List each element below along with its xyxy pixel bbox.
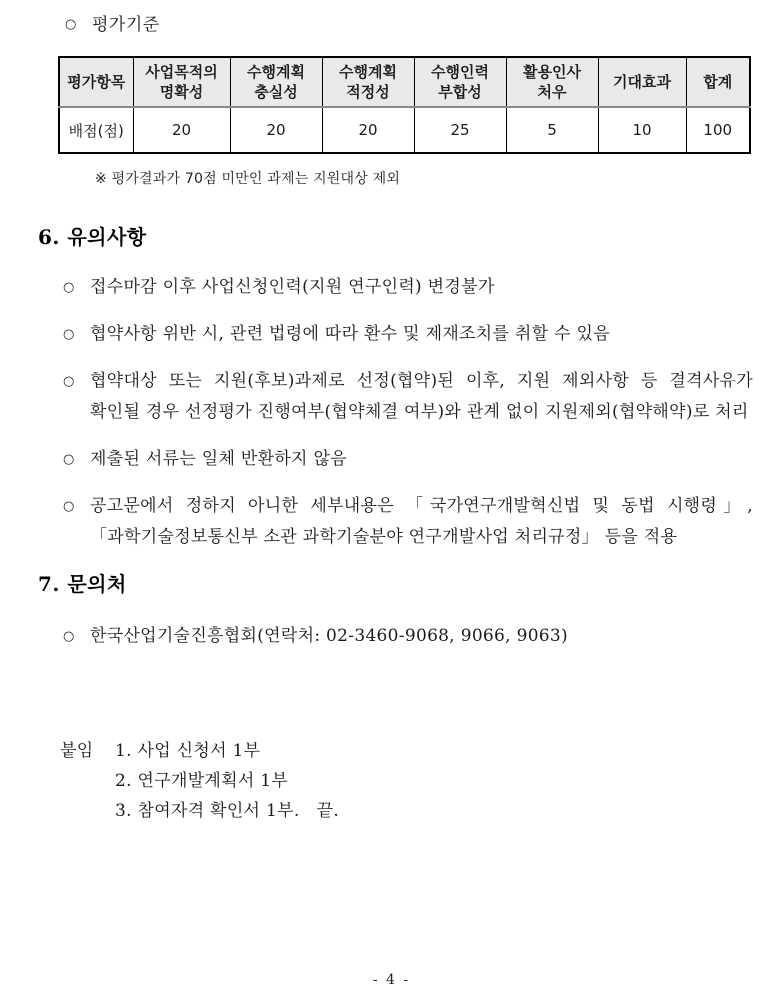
- score-value: 10: [598, 107, 686, 153]
- section-6-heading: 6. 유의사항: [38, 225, 147, 249]
- table-note: ※ 평가결과가 70점 미만인 과제는 지원대상 제외: [95, 171, 401, 187]
- header-cell-total: 합계: [686, 57, 750, 107]
- attachments-items: [115, 736, 753, 826]
- table-header-row: [59, 57, 750, 107]
- score-value: 20: [133, 107, 230, 153]
- notice-bullet-3: [63, 366, 753, 428]
- notice-text: 공고문에서 정하지 아니한 세부내용은 「국가연구개발혁신법 및 동법 시행령」, 「과학기술정보통신부 소관 과학기술분야 연구개발사업 처리규정」 등을 적용: [90, 496, 753, 547]
- header-cell-expected-effect: 기대효과: [598, 57, 686, 107]
- evaluation-criteria-table: [58, 56, 751, 154]
- notice-text: 협약사항 위반 시, 관련 법령에 따라 환수 및 제재조치를 취할 수 있음: [90, 324, 610, 344]
- header-cell-plan-adequacy: 수행계획 적정성: [322, 57, 414, 107]
- score-row-label: 배점(점): [59, 107, 133, 153]
- circle-bullet: ○: [65, 17, 77, 32]
- header-cell-personnel-fit: 수행인력 부합성: [414, 57, 506, 107]
- attachment-item-1: 1. 사업 신청서 1부: [115, 741, 261, 761]
- circle-bullet: ○: [63, 499, 75, 514]
- contact-text: 한국산업기술진흥협회(연락처: 02-3460-9068, 9066, 9063): [90, 626, 568, 646]
- table-score-row: [59, 107, 750, 153]
- section-7-heading: 7. 문의처: [38, 572, 127, 596]
- header-cell-purpose-clarity: 사업목적의 명확성: [133, 57, 230, 107]
- section-6-bullet-list: [38, 272, 753, 553]
- circle-bullet: ○: [63, 280, 75, 295]
- score-value: 20: [230, 107, 322, 153]
- page-number: - 4 -: [372, 972, 411, 988]
- circle-bullet: ○: [63, 629, 75, 644]
- notice-bullet-1: [63, 272, 753, 303]
- score-value: 5: [506, 107, 598, 153]
- notice-bullet-5: [63, 491, 753, 553]
- header-cell-personnel-treatment: 활용인사 처우: [506, 57, 598, 107]
- score-value: 25: [414, 107, 506, 153]
- header-cell-plan-fidelity: 수행계획 충실성: [230, 57, 322, 107]
- score-value: 100: [686, 107, 750, 153]
- attachment-item-2: 2. 연구개발계획서 1부: [115, 771, 289, 791]
- eval-criteria-title: 평가기준: [92, 15, 160, 35]
- contact-bullet: [63, 621, 753, 652]
- circle-bullet: ○: [63, 327, 75, 342]
- eval-criteria-title-line: [65, 14, 753, 36]
- attachments-label: 붙임: [60, 741, 94, 761]
- notice-bullet-4: [63, 444, 753, 475]
- circle-bullet: ○: [63, 452, 75, 467]
- notice-text: 제출된 서류는 일체 반환하지 않음: [90, 449, 347, 469]
- score-value: 20: [322, 107, 414, 153]
- attachment-item-3: 3. 참여자격 확인서 1부. 끝.: [115, 801, 340, 821]
- header-cell-item: 평가항목: [59, 57, 133, 107]
- section-7-contact-list: [38, 621, 753, 652]
- notice-bullet-2: [63, 319, 753, 350]
- notice-text: 접수마감 이후 사업신청인력(지원 연구인력) 변경불가: [90, 277, 495, 297]
- circle-bullet: ○: [63, 374, 75, 389]
- attachments-block: [60, 736, 753, 826]
- notice-text: 협약대상 또는 지원(후보)과제로 선정(협약)된 이후, 지원 제외사항 등 결격사유가 확인될 경우 선정평가 진행여부(협약체결 여부)와 관계 없이 지원제외(협약해약)로 처리: [90, 371, 753, 422]
